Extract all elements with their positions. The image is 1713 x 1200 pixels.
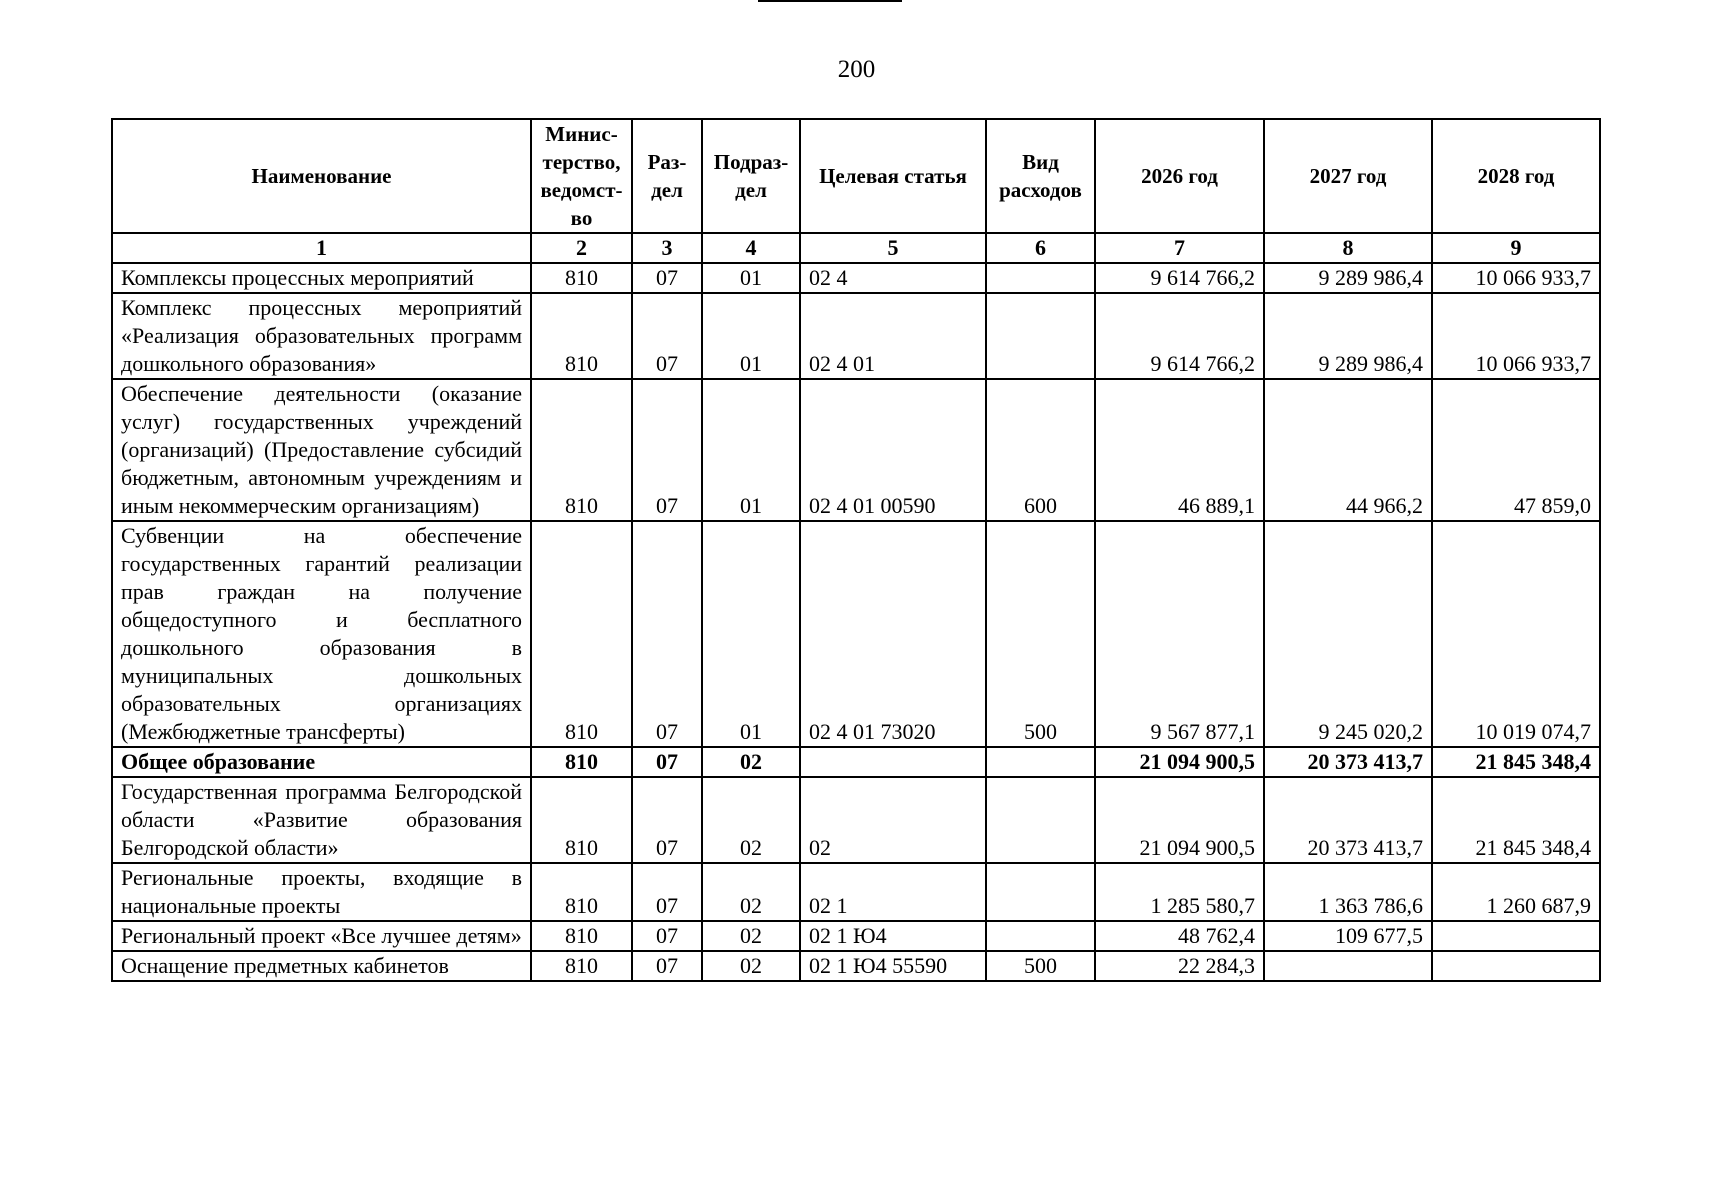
header-2026: 2026 год (1095, 119, 1264, 233)
row-target: 02 4 01 (800, 293, 986, 379)
table-row (112, 521, 1600, 747)
column-number: 2 (531, 233, 632, 263)
row-ministry: 810 (531, 951, 632, 981)
row-ministry: 810 (531, 263, 632, 293)
row-2027: 109 677,5 (1264, 921, 1432, 951)
row-name: Государственная программа Белгородской области «Развитие образования Белгородской области» (112, 777, 531, 863)
page-number: 200 (837, 56, 876, 83)
row-expense-type: 500 (986, 951, 1095, 981)
table-row (112, 777, 1600, 863)
row-name: Комплекс процессных мероприятий «Реализация образовательных программ дошкольного образования» (112, 293, 531, 379)
row-2026: 9 614 766,2 (1095, 293, 1264, 379)
row-target: 02 1 Ю4 (800, 921, 986, 951)
row-2026: 48 762,4 (1095, 921, 1264, 951)
row-subsection: 01 (702, 263, 800, 293)
header-2027: 2027 год (1264, 119, 1432, 233)
row-section: 07 (632, 951, 702, 981)
header-row (112, 119, 1600, 233)
column-number: 7 (1095, 233, 1264, 263)
row-expense-type: 600 (986, 379, 1095, 521)
row-ministry: 810 (531, 863, 632, 921)
row-section: 07 (632, 863, 702, 921)
row-name: Региональные проекты, входящие в национальные проекты (112, 863, 531, 921)
row-2026: 1 285 580,7 (1095, 863, 1264, 921)
budget-table (111, 118, 1601, 982)
table-row (112, 863, 1600, 921)
row-target (800, 747, 986, 777)
header-section: Раз-дел (632, 119, 702, 233)
row-subsection: 02 (702, 863, 800, 921)
table-row (112, 293, 1600, 379)
row-ministry: 810 (531, 921, 632, 951)
row-section: 07 (632, 777, 702, 863)
row-2026: 22 284,3 (1095, 951, 1264, 981)
row-ministry: 810 (531, 379, 632, 521)
row-name: Обеспечение деятельности (оказание услуг) государственных учреждений (организаций) (Предоставление субсидий бюджетным, автономным учреждениям и иным некоммерческим организациям) (112, 379, 531, 521)
row-2027: 9 245 020,2 (1264, 521, 1432, 747)
column-number: 9 (1432, 233, 1600, 263)
row-2028 (1432, 951, 1600, 981)
row-ministry: 810 (531, 521, 632, 747)
header-2028: 2028 год (1432, 119, 1600, 233)
row-2026: 21 094 900,5 (1095, 777, 1264, 863)
row-2026: 46 889,1 (1095, 379, 1264, 521)
row-2028: 21 845 348,4 (1432, 777, 1600, 863)
row-name: Оснащение предметных кабинетов (112, 951, 531, 981)
row-section: 07 (632, 747, 702, 777)
row-section: 07 (632, 521, 702, 747)
header-target: Целевая статья (800, 119, 986, 233)
row-2028: 21 845 348,4 (1432, 747, 1600, 777)
row-target: 02 (800, 777, 986, 863)
table-row-section-total (112, 747, 1600, 777)
row-subsection: 02 (702, 951, 800, 981)
row-target: 02 4 01 73020 (800, 521, 986, 747)
row-expense-type: 500 (986, 521, 1095, 747)
row-ministry: 810 (531, 293, 632, 379)
row-expense-type (986, 293, 1095, 379)
row-name: Комплексы процессных мероприятий (112, 263, 531, 293)
row-name: Общее образование (112, 747, 531, 777)
column-number: 4 (702, 233, 800, 263)
table-row (112, 263, 1600, 293)
row-2027 (1264, 951, 1432, 981)
row-subsection: 02 (702, 747, 800, 777)
row-2027: 9 289 986,4 (1264, 263, 1432, 293)
row-ministry: 810 (531, 747, 632, 777)
row-2028: 10 066 933,7 (1432, 293, 1600, 379)
row-section: 07 (632, 379, 702, 521)
column-number: 1 (112, 233, 531, 263)
row-2027: 1 363 786,6 (1264, 863, 1432, 921)
row-expense-type (986, 777, 1095, 863)
row-2028: 10 066 933,7 (1432, 263, 1600, 293)
row-subsection: 01 (702, 379, 800, 521)
table-row (112, 921, 1600, 951)
row-section: 07 (632, 293, 702, 379)
column-number: 6 (986, 233, 1095, 263)
table-row (112, 951, 1600, 981)
row-expense-type (986, 747, 1095, 777)
row-expense-type (986, 263, 1095, 293)
row-expense-type (986, 863, 1095, 921)
header-subsection: Подраз-дел (702, 119, 800, 233)
row-2027: 20 373 413,7 (1264, 777, 1432, 863)
row-ministry: 810 (531, 777, 632, 863)
row-name: Региональный проект «Все лучшее детям» (112, 921, 531, 951)
header-ministry: Минис-терство, ведомст-во (531, 119, 632, 233)
row-2027: 44 966,2 (1264, 379, 1432, 521)
row-section: 07 (632, 921, 702, 951)
table-row (112, 379, 1600, 521)
row-name: Субвенции на обеспечение государственных гарантий реализации прав граждан на получение общедоступного и бесплатного дошкольного образования в муниципальных дошкольных образовательных организациях (Межбюджетные трансферты) (112, 521, 531, 747)
column-number: 5 (800, 233, 986, 263)
row-subsection: 01 (702, 293, 800, 379)
row-2028: 47 859,0 (1432, 379, 1600, 521)
column-number: 3 (632, 233, 702, 263)
column-number-row (112, 233, 1600, 263)
column-number: 8 (1264, 233, 1432, 263)
row-target: 02 1 (800, 863, 986, 921)
top-rule (758, 0, 902, 2)
row-section: 07 (632, 263, 702, 293)
row-subsection: 02 (702, 777, 800, 863)
row-2026: 21 094 900,5 (1095, 747, 1264, 777)
row-subsection: 01 (702, 521, 800, 747)
row-target: 02 1 Ю4 55590 (800, 951, 986, 981)
row-2028 (1432, 921, 1600, 951)
row-2026: 9 614 766,2 (1095, 263, 1264, 293)
row-target: 02 4 (800, 263, 986, 293)
row-2028: 10 019 074,7 (1432, 521, 1600, 747)
row-subsection: 02 (702, 921, 800, 951)
header-expense-type: Вид расходов (986, 119, 1095, 233)
row-2027: 20 373 413,7 (1264, 747, 1432, 777)
header-name: Наименование (112, 119, 531, 233)
row-target: 02 4 01 00590 (800, 379, 986, 521)
row-2027: 9 289 986,4 (1264, 293, 1432, 379)
row-expense-type (986, 921, 1095, 951)
row-2026: 9 567 877,1 (1095, 521, 1264, 747)
row-2028: 1 260 687,9 (1432, 863, 1600, 921)
